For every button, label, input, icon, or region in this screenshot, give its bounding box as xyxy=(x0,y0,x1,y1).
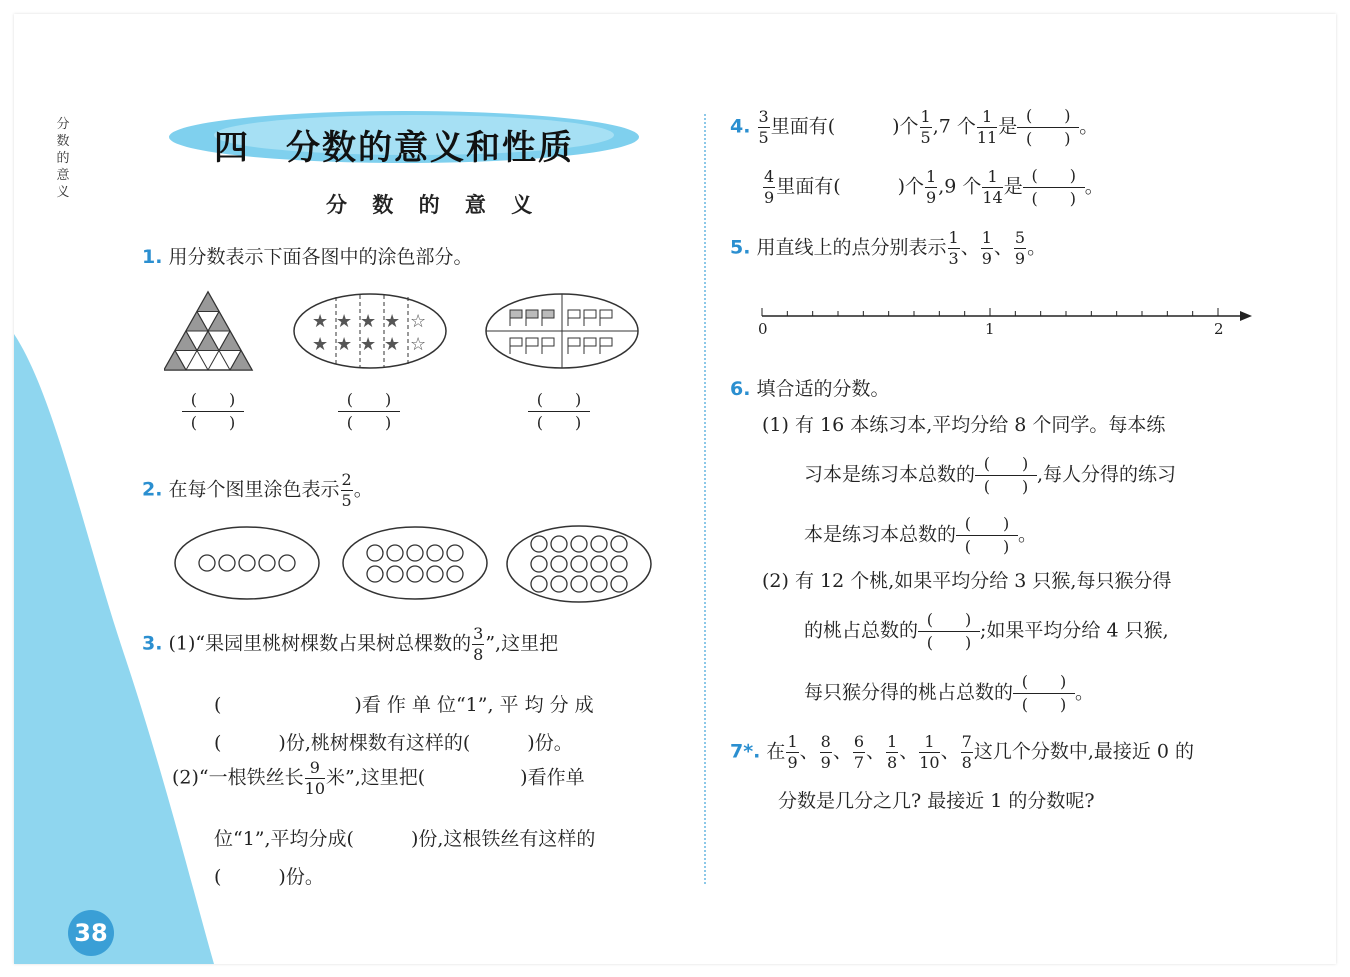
q2-number: 2. xyxy=(142,478,163,501)
q4-answer-1[interactable]: ( ) ( ) xyxy=(1017,108,1079,147)
svg-text:★: ★ xyxy=(360,311,377,332)
q7-number: 7*. xyxy=(730,740,761,763)
q3-line-4: (2)“一根铁丝长 $\frac{9}{10}$ 米”,这里把( )看作单 xyxy=(172,758,585,798)
tick-label-0: 0 xyxy=(758,320,768,338)
page-number: 38 xyxy=(68,910,114,956)
column-divider xyxy=(704,114,707,884)
q6-p1-line-1: (1) 有 16 本练习本,平均分给 8 个同学。每本练 xyxy=(762,414,1166,436)
q2-text: 在每个图里涂色表示 xyxy=(168,478,340,501)
oval-10-circles[interactable] xyxy=(340,524,490,604)
svg-text:☆: ☆ xyxy=(410,311,427,332)
q6-number: 6. xyxy=(730,378,751,400)
q6-p2-line-2: 的桃占总数的 ( ) ( ) ;如果平均分给 4 只猴, xyxy=(804,610,1169,652)
stars-figure xyxy=(292,292,452,372)
tick-label-1: 1 xyxy=(985,320,995,338)
q7-line-2: 分数是几分之几? 最接近 1 的分数呢? xyxy=(778,790,1095,812)
q3-fraction-2: $\frac{9}{10}$ xyxy=(304,758,325,798)
q3-number: 3. xyxy=(142,632,163,655)
q3-line-6: ( )份。 xyxy=(214,866,324,888)
q6-answer-1[interactable]: ( ) ( ) xyxy=(975,456,1037,495)
q2-fraction: $\frac{2}{5}$ xyxy=(341,470,352,510)
q1-text: 用分数表示下面各图中的涂色部分。 xyxy=(168,246,473,268)
svg-text:★: ★ xyxy=(384,334,401,355)
svg-text:★: ★ xyxy=(360,334,377,355)
q4-answer-2[interactable]: ( ) ( ) xyxy=(1023,168,1085,207)
svg-text:★: ★ xyxy=(312,334,329,355)
workbook-page xyxy=(14,14,1336,964)
q6-answer-2[interactable]: ( ) ( ) xyxy=(956,516,1018,555)
q6-p2-line-3: 每只猴分得的桃占总数的 ( ) ( ) 。 xyxy=(804,672,1095,714)
q3-line-5: 位“1”,平均分成( )份,这根铁丝有这样的 xyxy=(214,828,596,850)
q5: 5. 用直线上的点分别表示 $\frac{1}{3}$ 、 $\frac{1}{9}$ 、 $\frac{5}{9}$ 。 xyxy=(730,228,1047,268)
svg-text:★: ★ xyxy=(336,311,353,332)
number-line[interactable] xyxy=(754,304,1254,324)
q6-p1-line-3: 本是练习本总数的 ( ) ( ) 。 xyxy=(804,514,1038,556)
unit-title: 四 分数的意义和性质 xyxy=(214,128,574,168)
side-label: 分 数 的 意 义 xyxy=(56,117,70,200)
q6-p1-line-2: 习本是练习本总数的 ( ) ( ) ,每人分得的练习 xyxy=(804,454,1177,496)
svg-text:★: ★ xyxy=(312,311,329,332)
tick-label-2: 2 xyxy=(1214,320,1224,338)
q1-number: 1. xyxy=(142,246,163,268)
q3-fraction-1: $\frac{3}{8}$ xyxy=(473,624,484,664)
q3-line-2: ( )看 作 单 位“1”, 平 均 分 成 xyxy=(214,694,594,716)
q4-row-1: 4. $\frac{3}{5}$ 里面有( )个 $\frac{1}{5}$ ,7 个 $\frac{1}{11}$ 是 ( ) ( ) 。 xyxy=(730,106,1099,148)
q5-number: 5. xyxy=(730,236,751,259)
section-title: 分 数 的 意 义 xyxy=(326,192,542,217)
svg-text:★: ★ xyxy=(336,334,353,355)
q3-line-3: ( )份,桃树棵数有这样的( )份。 xyxy=(214,732,573,754)
svg-text:★: ★ xyxy=(384,311,401,332)
q6: 6. 填合适的分数。 xyxy=(730,378,890,400)
q7: 7*. 在 $\frac{1}{9}$ 、 $\frac{8}{9}$ 、 $\frac{6}{7}$ 、 $\frac{1}{8}$ 、 $\frac{1}{10}$ 、 $\frac{7}{8}$ 这几个分数中,最接近 0 的 xyxy=(730,732,1195,772)
q2: 2. 在每个图里涂色表示 $\frac{2}{5}$ 。 xyxy=(142,470,373,510)
q1-answer-3[interactable]: ( ) ( ) xyxy=(528,392,590,431)
triangle-figure xyxy=(164,288,264,378)
q3-line-1: 3. (1)“果园里桃树棵数占果树总棵数的 $\frac{3}{8}$ ”,这里把 xyxy=(142,624,559,664)
q1-answer-2[interactable]: ( ) ( ) xyxy=(338,392,400,431)
q4-row-2: $\frac{4}{9}$ 里面有( )个 $\frac{1}{9}$ ,9 个 $\frac{1}{14}$ 是 ( ) ( ) 。 xyxy=(764,166,1104,208)
q1 xyxy=(142,242,473,269)
q6-p2-line-1: (2) 有 12 个桃,如果平均分给 3 只猴,每只猴分得 xyxy=(762,570,1172,592)
q6-answer-3[interactable]: ( ) ( ) xyxy=(918,612,980,651)
oval-15-circles[interactable] xyxy=(504,524,654,606)
q4-number: 4. xyxy=(730,115,751,138)
q6-answer-4[interactable]: ( ) ( ) xyxy=(1013,674,1075,713)
svg-text:☆: ☆ xyxy=(410,334,427,355)
oval-5-circles[interactable] xyxy=(172,524,322,604)
q1-answer-1[interactable]: ( ) ( ) xyxy=(182,392,244,431)
flags-figure xyxy=(484,292,644,372)
